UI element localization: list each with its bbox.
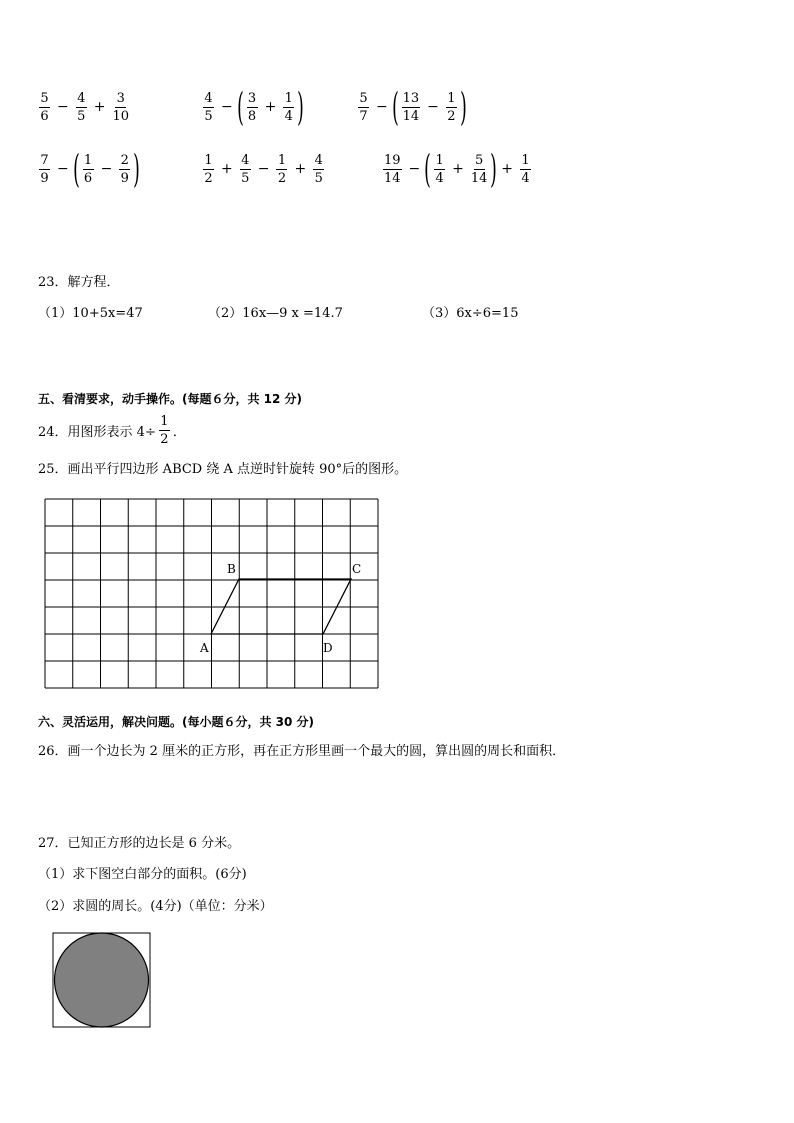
fraction-denominator: 5 bbox=[314, 170, 323, 186]
operator: − bbox=[57, 99, 69, 115]
operator: − bbox=[408, 161, 421, 177]
operator: + bbox=[93, 99, 106, 115]
square-circle-figure bbox=[52, 932, 152, 1028]
inscribed-circle bbox=[55, 933, 149, 1027]
parenthesis: ( bbox=[391, 85, 399, 129]
operator: + bbox=[294, 161, 307, 177]
operator: − bbox=[427, 99, 439, 115]
fraction-numerator: 1 bbox=[277, 152, 287, 168]
fraction-denominator: 7 bbox=[359, 108, 368, 124]
q27-part-2: （2）求圆的周长。(4分)（单位：分米） bbox=[38, 899, 273, 914]
fraction-denominator: 6 bbox=[83, 170, 93, 186]
fraction-denominator: 10 bbox=[112, 108, 130, 124]
q23-title: 23．解方程． bbox=[38, 275, 120, 290]
section6-title: 六、灵活运用，解决问题。(每小题６分，共 30 分) bbox=[38, 715, 315, 729]
label-b: B bbox=[227, 562, 236, 576]
section5-title: 五、看清要求，动手操作。(每题６分，共 12 分) bbox=[38, 392, 303, 406]
q24-suffix: ． bbox=[172, 424, 186, 440]
fraction-numerator: 1 bbox=[284, 90, 293, 106]
operator: − bbox=[100, 161, 113, 177]
fraction-denominator: 6 bbox=[40, 108, 49, 124]
operator: − bbox=[376, 99, 388, 115]
fraction-numerator: 7 bbox=[40, 152, 49, 168]
fraction-denominator: 2 bbox=[447, 108, 456, 124]
fraction-denominator: 5 bbox=[241, 170, 250, 186]
q26-text: 26．画一个边长为 2 厘米的正方形，再在正方形里画一个最大的圆，算出圆的周长和面积． bbox=[38, 744, 566, 759]
fraction-denominator: 9 bbox=[120, 170, 129, 186]
q24-prefix: 24．用图形表示 4÷ bbox=[38, 424, 156, 440]
operator: + bbox=[264, 99, 277, 115]
fraction-numerator: 1 bbox=[204, 152, 213, 168]
grid-lines bbox=[45, 499, 378, 688]
fraction-numerator: 4 bbox=[241, 152, 250, 168]
q24-fraction-denominator: 2 bbox=[160, 431, 169, 447]
q23-item-1: （1）10+5x=47 bbox=[38, 306, 143, 321]
q24-fraction-numerator: 1 bbox=[160, 413, 169, 429]
fraction-numerator: 1 bbox=[521, 152, 530, 168]
fraction-numerator: 4 bbox=[204, 90, 213, 106]
q27-part-1: （1）求下图空白部分的面积。(6分) bbox=[38, 867, 247, 882]
q25-text: 25．画出平行四边形 ABCD 绕 A 点逆时针旋转 90°后的图形。 bbox=[38, 462, 408, 477]
fraction-numerator: 1 bbox=[83, 152, 93, 168]
fraction-numerator: 2 bbox=[120, 152, 129, 168]
fraction-denominator: 8 bbox=[247, 108, 257, 124]
fraction-numerator: 13 bbox=[402, 90, 420, 106]
operator: + bbox=[221, 161, 233, 177]
fraction-denominator: 4 bbox=[435, 170, 444, 186]
fraction-denominator: 14 bbox=[470, 170, 488, 186]
parenthesis: ( bbox=[424, 147, 432, 191]
operator: + bbox=[501, 161, 513, 177]
fraction-numerator: 1 bbox=[435, 152, 444, 168]
fraction-numerator: 5 bbox=[359, 90, 368, 106]
fraction-denominator: 2 bbox=[277, 170, 287, 186]
fraction-numerator: 3 bbox=[116, 90, 125, 106]
fraction-denominator: 4 bbox=[284, 108, 293, 124]
fraction-denominator: 14 bbox=[384, 170, 401, 186]
q23-item-2: （2）16x—9 x =14.7 bbox=[208, 306, 343, 321]
fraction-numerator: 5 bbox=[40, 90, 49, 106]
label-a: A bbox=[200, 641, 209, 655]
operator: − bbox=[257, 161, 270, 177]
fraction-numerator: 4 bbox=[77, 90, 86, 106]
operator: − bbox=[57, 161, 69, 177]
fraction-denominator: 14 bbox=[402, 108, 420, 124]
fraction-numerator: 4 bbox=[314, 152, 323, 168]
parenthesis: ) bbox=[490, 147, 498, 191]
parenthesis: ( bbox=[72, 147, 80, 191]
q23-item-3: （3）6x÷6=15 bbox=[422, 306, 519, 321]
fraction-denominator: 5 bbox=[204, 108, 213, 124]
label-d: D bbox=[323, 641, 333, 655]
fraction-denominator: 9 bbox=[40, 170, 49, 186]
parenthesis: ) bbox=[459, 85, 467, 129]
fraction-denominator: 4 bbox=[521, 170, 530, 186]
operator: + bbox=[452, 161, 464, 177]
fraction-numerator: 3 bbox=[247, 90, 257, 106]
parenthesis: ( bbox=[236, 85, 244, 129]
parenthesis: ) bbox=[133, 147, 141, 191]
fraction-numerator: 19 bbox=[384, 152, 401, 168]
parenthesis: ) bbox=[297, 85, 305, 129]
q27-text: 27．已知正方形的边长是 6 分米。 bbox=[38, 836, 241, 851]
fraction-numerator: 5 bbox=[474, 152, 484, 168]
fraction-numerator: 1 bbox=[447, 90, 456, 106]
fraction-denominator: 5 bbox=[77, 108, 86, 124]
label-c: C bbox=[352, 562, 362, 576]
fraction-denominator: 2 bbox=[204, 170, 213, 186]
operator: − bbox=[221, 99, 233, 115]
